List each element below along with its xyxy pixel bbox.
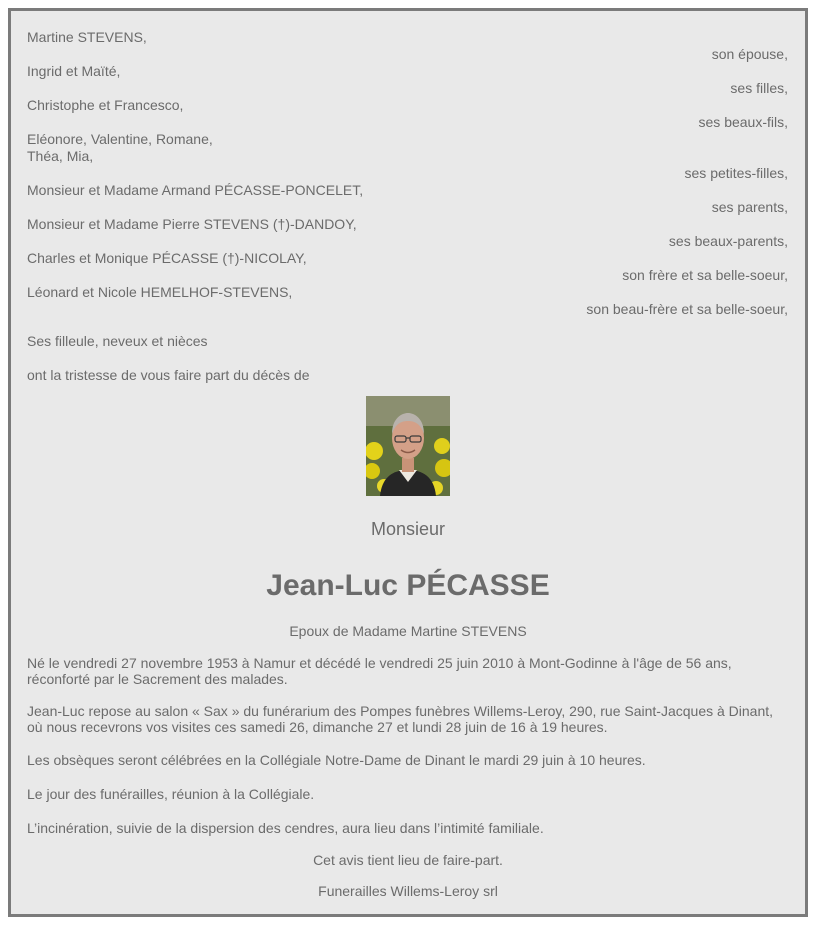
funeral-paragraph: Les obsèques seront célébrées en la Collégiale Notre-Dame de Dinant le mardi 29 juin à 10 heures.: [27, 752, 646, 768]
meeting-paragraph: Le jour des funérailles, réunion à la Collégiale.: [27, 786, 315, 802]
notice-line: Cet avis tient lieu de faire-part.: [313, 852, 503, 868]
spouse-line: Epoux de Madame Martine STEVENS: [289, 623, 527, 639]
family-parents: Monsieur et Madame Armand PÉCASSE-PONCELET,: [27, 182, 364, 198]
visitation-paragraph: Jean-Luc repose au salon « Sax » du funérarium des Pompes funèbres Willems-Leroy, 290, rue Saint-Jacques à Dinant, où nous recevrons vos visites ces samedi 26, dimanche 27 et lundi 28 juin de 16 à 19 heures.: [27, 703, 774, 735]
relation-parents-in-law: ses beaux-parents,: [668, 233, 788, 249]
birth-death-paragraph: Né le vendredi 27 novembre 1953 à Namur et décédé le vendredi 25 juin 2010 à Mont-Godinne à l'âge de 56 ans, réconforté par le Sacrement des malades.: [27, 655, 732, 687]
portrait-image: [366, 396, 450, 496]
family-sons-in-law: Christophe et Francesco,: [27, 97, 184, 113]
portrait-photo: [366, 396, 450, 496]
family-granddaughters-2: Théa, Mia,: [27, 148, 94, 164]
relation-brother: son frère et sa belle-soeur,: [622, 267, 788, 283]
family-brother: Charles et Monique PÉCASSE (†)-NICOLAY,: [27, 250, 307, 266]
relation-wife: son épouse,: [711, 46, 788, 62]
relation-granddaughters: ses petites-filles,: [684, 165, 788, 181]
death-notice-card: [8, 8, 808, 917]
family-daughters: Ingrid et Maïté,: [27, 63, 121, 79]
others-line: Ses filleule, neveux et nièces: [27, 333, 208, 349]
relation-daughters: ses filles,: [730, 80, 788, 96]
relation-sons-in-law: ses beaux-fils,: [698, 114, 788, 130]
family-brother-in-law: Léonard et Nicole HEMELHOF-STEVENS,: [27, 284, 293, 300]
family-parents-in-law: Monsieur et Madame Pierre STEVENS (†)-DANDOY,: [27, 216, 357, 232]
family-granddaughters-1: Eléonore, Valentine, Romane,: [27, 131, 213, 147]
family-martine: Martine STEVENS,: [27, 29, 147, 45]
announce-line: ont la tristesse de vous faire part du décès de: [27, 367, 310, 383]
relation-brother-in-law: son beau-frère et sa belle-soeur,: [586, 301, 788, 317]
honorific: Monsieur: [370, 519, 446, 539]
relation-parents: ses parents,: [711, 199, 788, 215]
funeral-company: Funerailles Willems-Leroy srl: [318, 883, 498, 899]
deceased-name: Jean-Luc PÉCASSE: [266, 569, 550, 602]
cremation-paragraph: L’incinération, suivie de la dispersion des cendres, aura lieu dans l’intimité familiale.: [27, 820, 544, 836]
